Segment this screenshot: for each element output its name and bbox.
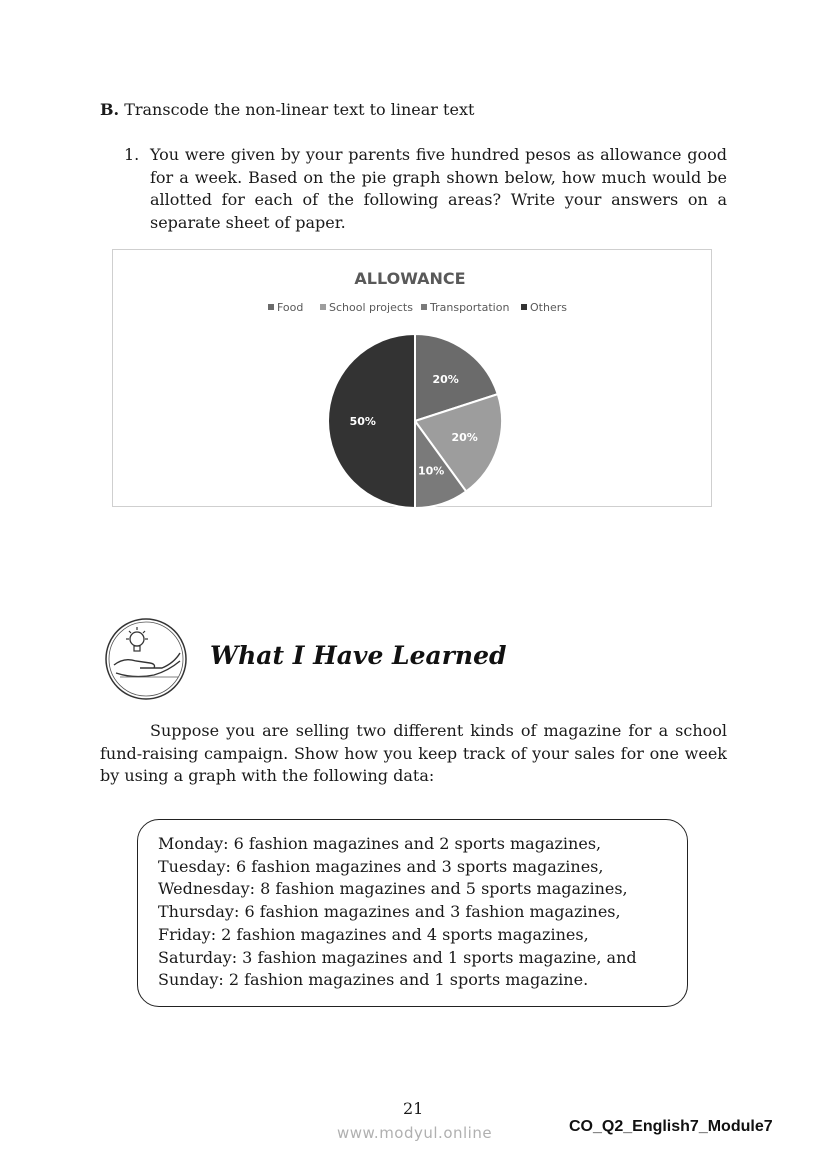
- list-item: Thursday: 6 fashion magazines and 3 fashion magazines,: [158, 902, 621, 922]
- list-item: Wednesday: 8 fashion magazines and 5 sports magazines,: [158, 879, 628, 899]
- pie-slice-label: 20%: [432, 372, 459, 386]
- item-number: 1.: [124, 145, 140, 164]
- what-i-have-learned-title: What I Have Learned: [210, 641, 507, 670]
- item-text: You were given by your parents five hundred pesos as allowance good for a week. Based on the pie graph shown below, how much would be allotted for each of the following areas? Write your answers on a separate sheet of paper.: [150, 145, 727, 232]
- sales-data-list: [158, 833, 637, 992]
- watermark: www.modyul.online: [337, 1124, 493, 1142]
- activity-paragraph: Suppose you are selling two different kinds of magazine for a school fund-raising campaign. Show how you keep track of your sales for one week by using a graph with the following data:: [100, 721, 727, 785]
- list-item: Friday: 2 fashion magazines and 4 sports magazines,: [158, 924, 589, 944]
- chart-title: ALLOWANCE: [354, 269, 466, 288]
- section-b-instruction: [100, 99, 474, 121]
- list-item: Tuesday: 6 fashion magazines and 3 sports magazines,: [158, 856, 604, 876]
- legend-label: School projects: [329, 301, 413, 314]
- pie-slice-label: 20%: [451, 431, 478, 445]
- list-item: Monday: 6 fashion magazines and 2 sports magazines,: [158, 834, 602, 853]
- legend-swatch: [521, 304, 527, 310]
- legend-swatch: [320, 304, 326, 310]
- list-item: Sunday: 2 fashion magazines and 1 sports magazine.: [158, 970, 589, 990]
- list-item: Saturday: 3 fashion magazines and 1 sports magazine, and: [158, 947, 637, 967]
- pie-chart-svg: [113, 250, 713, 508]
- legend-swatch: [421, 304, 427, 310]
- lightbulb-in-hand-icon: [104, 617, 188, 701]
- section-label: B.: [100, 100, 120, 119]
- module-code: CO_Q2_English7_Module7: [569, 1118, 773, 1135]
- legend-swatch: [268, 304, 274, 310]
- section-instruction: Transcode the non-linear text to linear text: [124, 100, 475, 119]
- legend-label: Food: [277, 301, 304, 314]
- page-number: 21: [403, 1099, 424, 1118]
- pie-slice-label: 10%: [417, 464, 445, 478]
- legend-label: Others: [530, 301, 567, 314]
- allowance-pie-chart: [112, 249, 712, 507]
- chart-legend: [268, 301, 567, 314]
- pie-slice-label: 50%: [349, 415, 376, 428]
- legend-label: Transportation: [430, 301, 510, 314]
